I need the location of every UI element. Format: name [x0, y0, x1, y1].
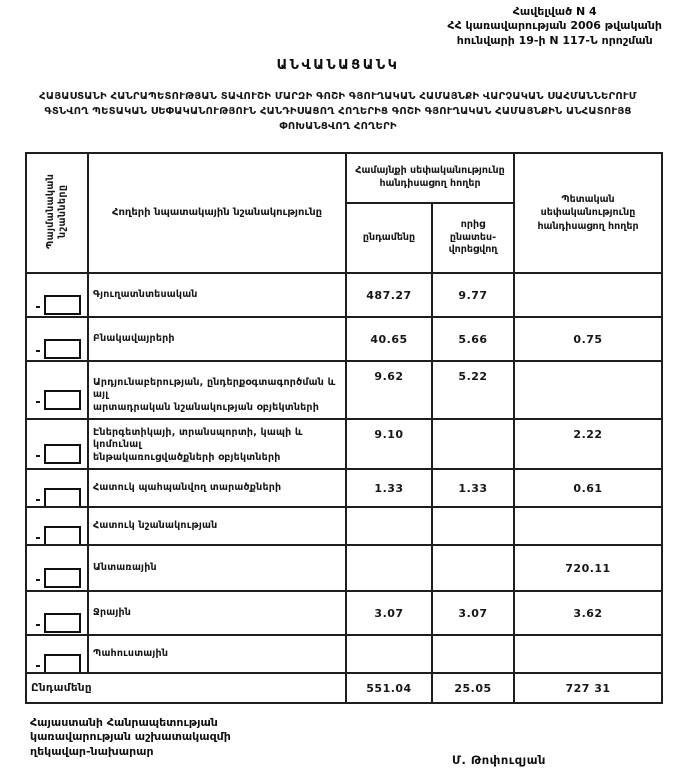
land-purpose-label: Անտառային — [93, 561, 157, 573]
community-total-value: 9.62 — [346, 361, 432, 419]
symbol-cell — [26, 507, 88, 545]
table-row — [26, 507, 662, 545]
symbol-cell — [26, 591, 88, 635]
land-purpose-cell — [88, 273, 346, 317]
state-value: 2.22 — [514, 419, 662, 469]
community-sub-value: 3.07 — [432, 591, 514, 635]
table-footer — [26, 673, 662, 703]
land-purpose-cell — [88, 591, 346, 635]
land-purpose-label: Գյուղատնտեսական — [93, 288, 198, 300]
state-value — [514, 361, 662, 419]
state-value — [514, 273, 662, 317]
table-row — [26, 591, 662, 635]
land-purpose-label: Բնակավայրերի — [93, 332, 175, 344]
col-header-purpose: Հողերի նպատակային նշանակությունը — [88, 153, 346, 273]
table-row — [26, 419, 662, 469]
community-total-value — [346, 507, 432, 545]
total-row — [26, 673, 662, 703]
community-total-value: 3.07 — [346, 591, 432, 635]
land-purpose-cell — [88, 545, 346, 591]
state-value — [514, 635, 662, 673]
state-value: 3.62 — [514, 591, 662, 635]
total-row-label: Ընդամենը — [26, 673, 346, 703]
office-line-2: կառավարության աշխատակազմի — [30, 730, 231, 744]
office-line-1: Հայաստանի Հանրապետության — [30, 716, 218, 729]
land-purpose-label: Արդյունաբերության, ընդերքօգտագործման և այլ — [93, 376, 336, 401]
community-total-value — [346, 545, 432, 591]
annex-line-2: ՀՀ կառավարության 2006 թվականի — [447, 19, 662, 33]
state-value: 720.11 — [514, 545, 662, 591]
symbol-cell — [26, 361, 88, 419]
symbol-cell — [26, 635, 88, 673]
land-purpose-cell — [88, 317, 346, 361]
table-row — [26, 469, 662, 507]
land-purpose-label: Հատուկ պահպանվող տարածքների — [93, 481, 282, 493]
community-sub-value — [432, 635, 514, 673]
land-purpose-cell — [88, 635, 346, 673]
state-value — [514, 507, 662, 545]
community-sub-value: 5.22 — [432, 361, 514, 419]
land-purpose-cell — [88, 507, 346, 545]
community-sub-value — [432, 507, 514, 545]
table-row — [26, 635, 662, 673]
table-row — [26, 545, 662, 591]
table-body — [26, 273, 662, 673]
land-table — [25, 152, 663, 704]
community-total-value — [346, 635, 432, 673]
col-header-community-sub: որից ընատես-վորեցվող — [432, 203, 514, 273]
table-row — [26, 361, 662, 419]
col-header-symbols — [26, 153, 88, 273]
total-community-sub-value: 25.05 — [432, 673, 514, 703]
land-purpose-label: Ջրային — [93, 606, 132, 618]
annex-reference — [447, 5, 662, 48]
community-sub-value — [432, 545, 514, 591]
symbol-cell — [26, 545, 88, 591]
community-sub-value: 9.77 — [432, 273, 514, 317]
col-header-symbols-label: Պայմանական նշանները — [45, 173, 68, 249]
community-total-value: 9.10 — [346, 419, 432, 469]
total-state-value: 727 31 — [514, 673, 662, 703]
land-purpose-cell — [88, 361, 346, 419]
symbol-cell — [26, 469, 88, 507]
symbol-cell — [26, 317, 88, 361]
symbol-cell — [26, 273, 88, 317]
land-purpose-cell — [88, 419, 346, 469]
land-purpose-label: Պահուստային — [93, 647, 169, 659]
land-purpose-label: Հատուկ նշանակության — [93, 519, 218, 531]
symbol-cell — [26, 419, 88, 469]
state-value: 0.61 — [514, 469, 662, 507]
community-total-value: 40.65 — [346, 317, 432, 361]
office-line-3: ղեկավար-նախարար — [30, 744, 154, 758]
annex-line-3: հունվարի 19-ի N 117-Ն որոշման — [456, 33, 653, 47]
signatory-name: Մ. Թոփուզյան — [452, 753, 546, 767]
signatory-office — [30, 716, 231, 759]
community-total-value: 487.27 — [346, 273, 432, 317]
table-header-row-1 — [26, 153, 662, 203]
land-purpose-label-line2: արտադրական նշանակության օբյեկտների — [93, 402, 320, 414]
community-total-value: 1.33 — [346, 469, 432, 507]
col-header-community-group: Համայնքի սեփականությունը հանդիսացող հողեր — [346, 153, 514, 203]
state-value: 0.75 — [514, 317, 662, 361]
table-row — [26, 317, 662, 361]
community-sub-value: 5.66 — [432, 317, 514, 361]
community-sub-value — [432, 419, 514, 469]
land-purpose-cell — [88, 469, 346, 507]
table-row — [26, 273, 662, 317]
land-purpose-label-line2: ենթակառուցվածքների օբյեկտների — [93, 452, 281, 464]
col-header-community-total: ընդամենը — [346, 203, 432, 273]
land-purpose-label: Էներգետիկայի, տրանսպորտի, կապի և կոմունալ — [93, 426, 303, 451]
col-header-state: Պետական սեփականությունը հանդիսացող հողեր — [514, 153, 662, 273]
document-subtitle: ՀԱՅԱՍՏԱՆԻ ՀԱՆՐԱՊԵՏՈՒԹՅԱՆ ՏԱՎՈՒՇԻ ՄԱՐԶԻ ԳՈՇԻ ԳՅՈՒՂԱԿԱՆ ՀԱՄԱՅՆՔԻ ՎԱՐՉԱԿԱՆ ՍԱՀՄԱՆՆԵՐՈՒՄ ԳՏՆՎՈՂ ՊԵՏԱԿԱՆ ՍԵՓԱԿԱՆՈՒԹՅՈՒՆ ՀԱՆԴԻՍԱՑՈՂ ՀՈՂԵՐԻՑ ԳՈՇԻ ԳՅՈՒՂԱԿԱՆ ՀԱՄԱՅՆՔԻՆ ԱՆՀԱՏՈՒՅՑ ՓՈԽԱՆՑՎՈՂ ՀՈՂԵՐԻ — [39, 91, 637, 132]
community-sub-value: 1.33 — [432, 469, 514, 507]
document-title: ԱՆՎԱՆԱՑԱՆԿ — [276, 58, 400, 73]
total-community-total-value: 551.04 — [346, 673, 432, 703]
annex-line-1: Հավելված N 4 — [512, 5, 597, 18]
